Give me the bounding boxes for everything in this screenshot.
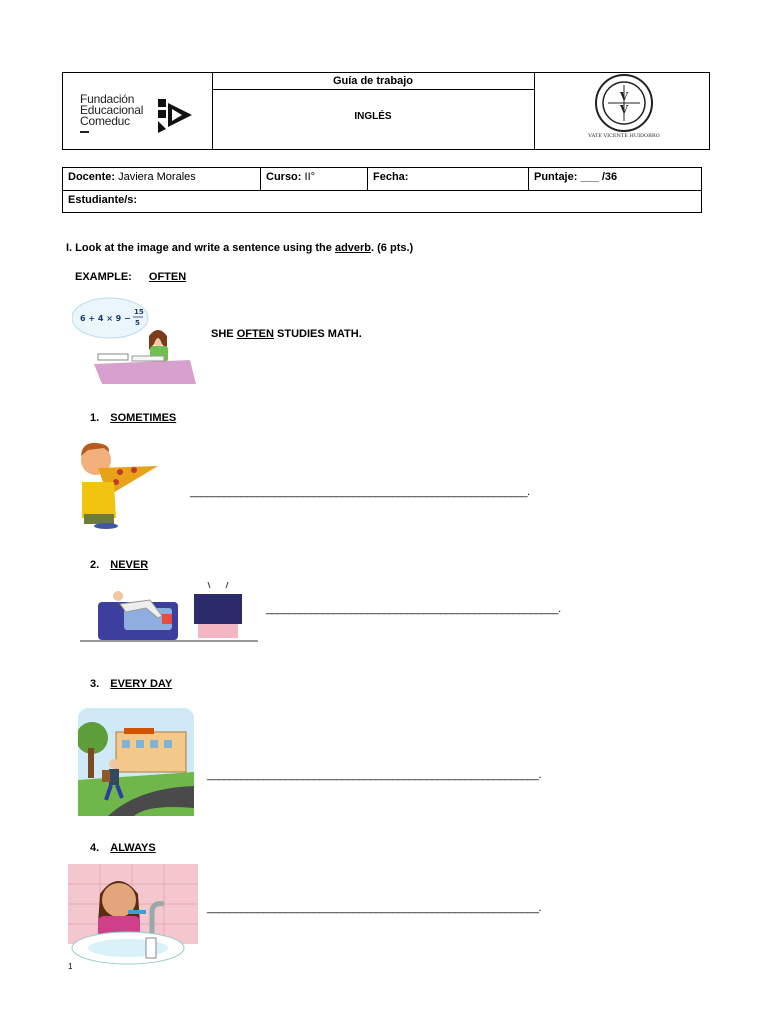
score-cell[interactable]: Puntaje: ___ /36 [534,171,618,183]
item-2-heading: 2. NEVER [90,559,149,571]
item-4-heading: 4. ALWAYS [90,842,156,854]
student-name-field[interactable]: Estudiante/s: [68,194,138,206]
header-table [62,72,710,150]
boy-going-to-school-illustration [78,708,194,816]
subject-title: INGLÉS [354,111,392,122]
answer-line-3[interactable]: ___________________________________________________________. [207,769,541,781]
example-heading: EXAMPLE: OFTEN [75,271,187,283]
org-name: Fundación Educacional Comeduc [80,94,143,133]
answer-line-4[interactable]: ___________________________________________________________. [207,902,541,914]
answer-line-1[interactable]: ____________________________________________________________. [190,486,530,498]
school-seal-icon [584,73,664,139]
comeduc-logo-icon [156,97,196,133]
svg-text:15: 15 [134,308,144,316]
page-number: 1 [68,962,73,971]
svg-text:5: 5 [135,319,140,327]
teacher-cell: Docente: Javiera Morales [63,168,261,190]
instruction: I. Look at the image and write a sentence using the adverb. (6 pts.) [66,242,414,254]
svg-text:V: V [619,90,629,103]
item-1-heading: 1. SOMETIMES [90,412,177,424]
svg-text:VATE VICENTE HUIDOBRO: VATE VICENTE HUIDOBRO [588,133,660,139]
svg-text:6 + 4 × 9 −: 6 + 4 × 9 − [80,314,131,323]
girl-brushing-teeth-illustration [68,864,198,968]
course-cell: Curso: II° [261,168,368,190]
man-watching-tv-illustration [80,578,258,642]
svg-text:V: V [619,103,629,116]
seal-cell [534,73,709,149]
title-cell [212,73,535,149]
answer-line-2[interactable]: ____________________________________________________. [266,603,561,615]
logo-cell [63,73,213,149]
girl-studying-illustration [72,296,196,384]
document-title: Guía de trabajo [212,73,534,90]
item-3-heading: 3. EVERY DAY [90,678,173,690]
example-sentence: SHE OFTEN STUDIES MATH. [211,328,362,340]
student-info-table [62,167,702,213]
boy-eating-pizza-illustration [68,438,160,530]
date-cell[interactable]: Fecha: [368,168,529,190]
